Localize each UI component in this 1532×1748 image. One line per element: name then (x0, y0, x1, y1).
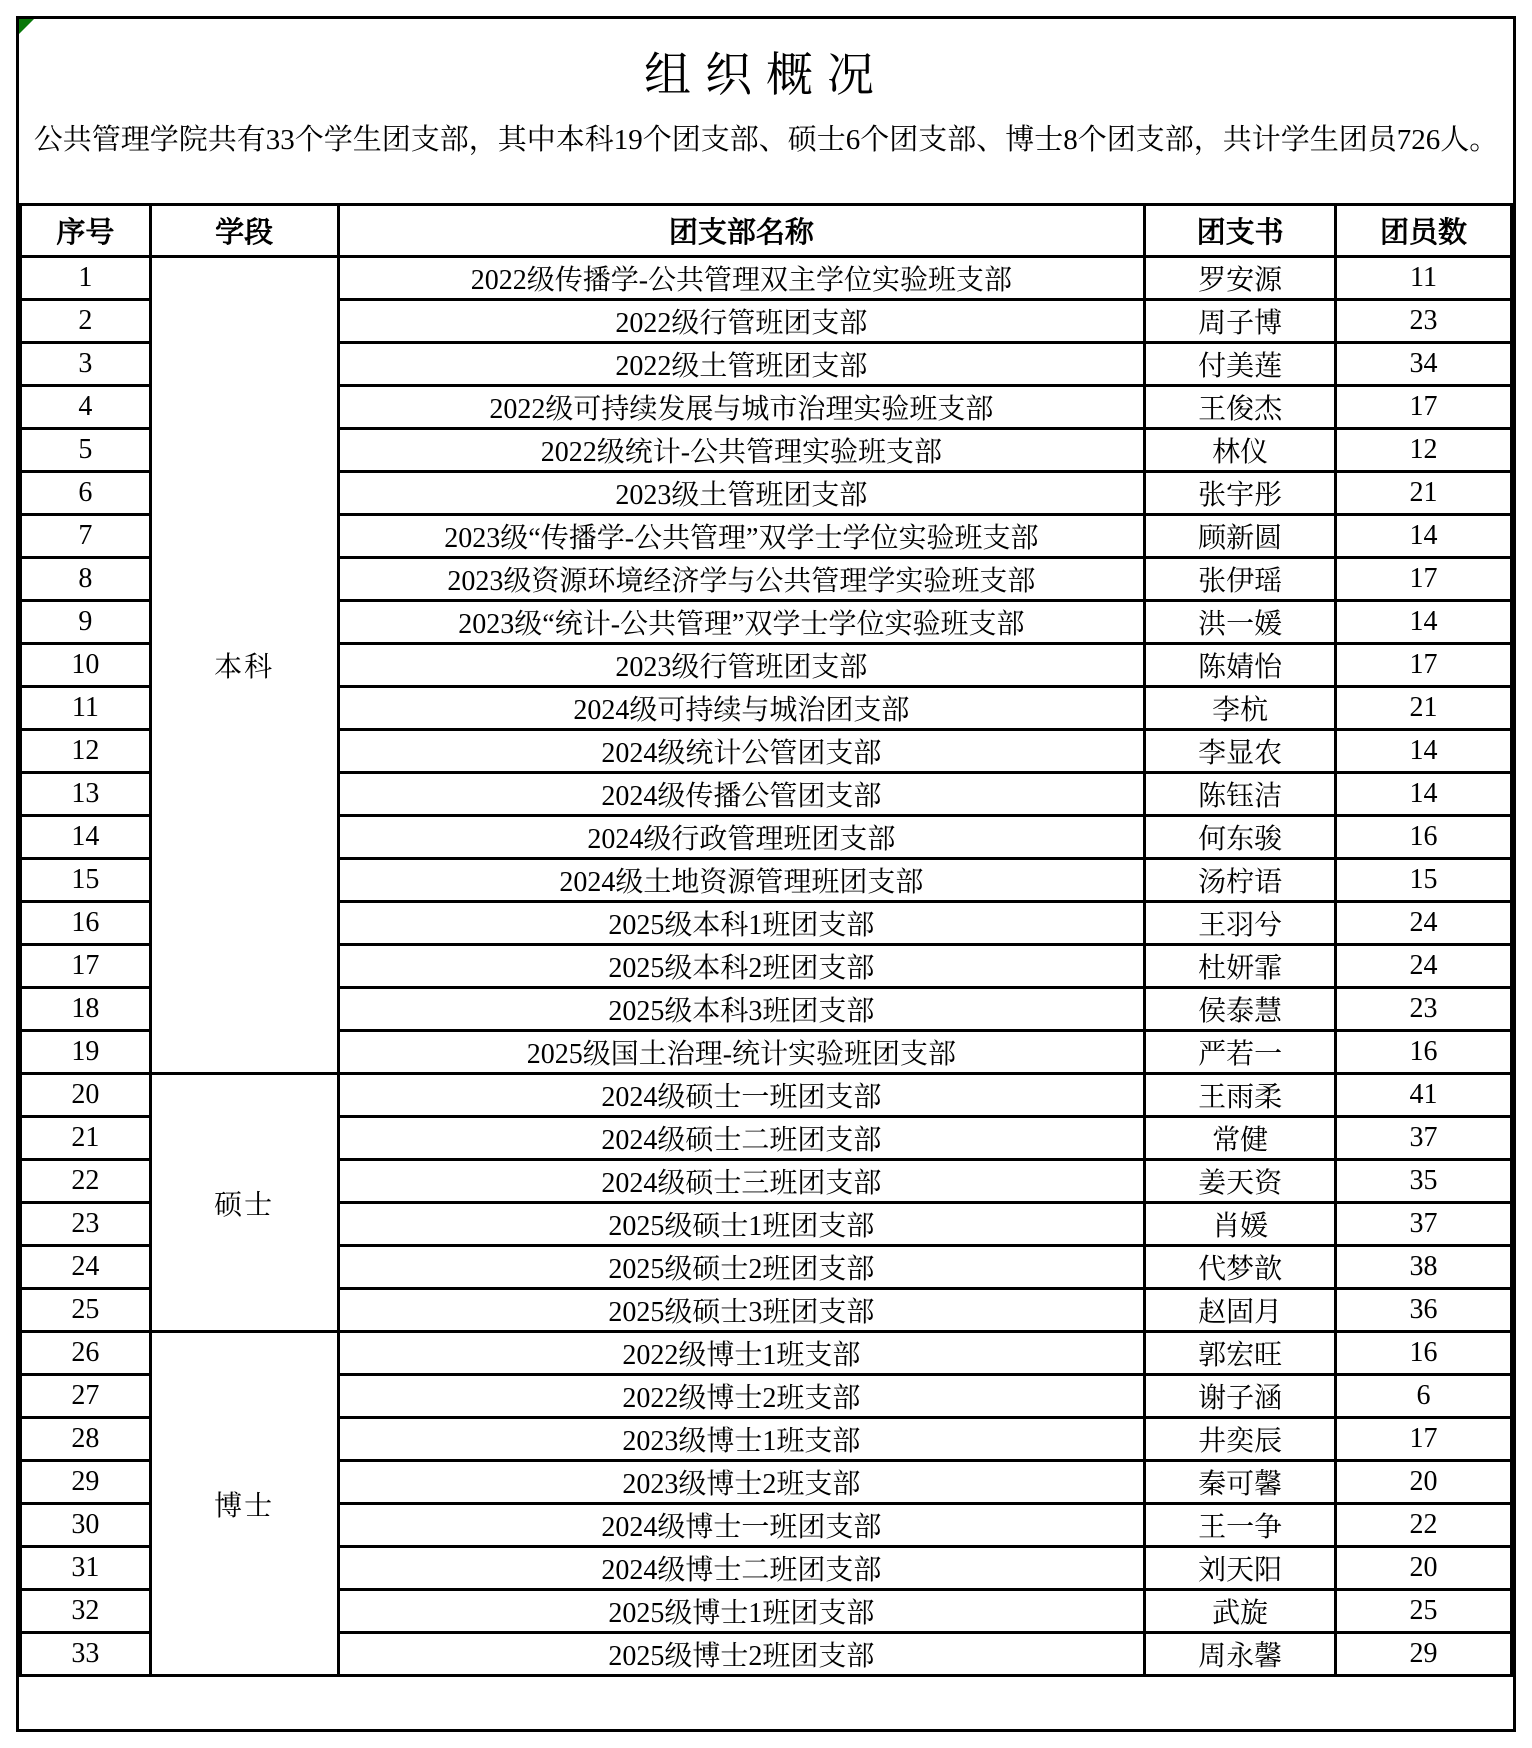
secretary-cell: 王俊杰 (1145, 386, 1336, 429)
member-count-cell: 15 (1336, 859, 1512, 902)
header-团支书: 团支书 (1145, 205, 1336, 257)
branch-name-cell: 2024级行政管理班团支部 (338, 816, 1145, 859)
member-count-cell: 36 (1336, 1289, 1512, 1332)
row-number-cell: 6 (21, 472, 151, 515)
branch-name-cell: 2022级博士2班支部 (338, 1375, 1145, 1418)
secretary-cell: 严若一 (1145, 1031, 1336, 1074)
branch-name-cell: 2022级行管班团支部 (338, 300, 1145, 343)
member-count-cell: 38 (1336, 1246, 1512, 1289)
secretary-cell: 杜妍霏 (1145, 945, 1336, 988)
level-cell: 本科 (150, 257, 338, 1074)
branch-name-cell: 2025级硕士3班团支部 (338, 1289, 1145, 1332)
row-number-cell: 19 (21, 1031, 151, 1074)
secretary-cell: 洪一媛 (1145, 601, 1336, 644)
row-number-cell: 14 (21, 816, 151, 859)
branch-name-cell: 2025级本科2班团支部 (338, 945, 1145, 988)
member-count-cell: 21 (1336, 472, 1512, 515)
member-count-cell: 37 (1336, 1203, 1512, 1246)
row-number-cell: 21 (21, 1117, 151, 1160)
row-number-cell: 31 (21, 1547, 151, 1590)
branch-name-cell: 2025级国土治理-统计实验班团支部 (338, 1031, 1145, 1074)
member-count-cell: 14 (1336, 730, 1512, 773)
header-团支部名称: 团支部名称 (338, 205, 1145, 257)
branch-name-cell: 2024级土地资源管理班团支部 (338, 859, 1145, 902)
member-count-cell: 24 (1336, 945, 1512, 988)
secretary-cell: 侯泰慧 (1145, 988, 1336, 1031)
row-number-cell: 5 (21, 429, 151, 472)
header-序号: 序号 (21, 205, 151, 257)
member-count-cell: 34 (1336, 343, 1512, 386)
branch-name-cell: 2024级统计公管团支部 (338, 730, 1145, 773)
document-page (16, 16, 1516, 1732)
secretary-cell: 顾新圆 (1145, 515, 1336, 558)
row-number-cell: 33 (21, 1633, 151, 1676)
branch-name-cell: 2022级传播学-公共管理双主学位实验班支部 (338, 257, 1145, 300)
row-number-cell: 22 (21, 1160, 151, 1203)
branch-name-cell: 2023级土管班团支部 (338, 472, 1145, 515)
row-number-cell: 13 (21, 773, 151, 816)
secretary-cell: 王一争 (1145, 1504, 1336, 1547)
secretary-cell: 肖媛 (1145, 1203, 1336, 1246)
level-cell: 硕士 (150, 1074, 338, 1332)
branch-name-cell: 2022级统计-公共管理实验班支部 (338, 429, 1145, 472)
secretary-cell: 秦可馨 (1145, 1461, 1336, 1504)
row-number-cell: 3 (21, 343, 151, 386)
member-count-cell: 24 (1336, 902, 1512, 945)
branch-name-cell: 2025级博士1班团支部 (338, 1590, 1145, 1633)
member-count-cell: 17 (1336, 558, 1512, 601)
header-团员数: 团员数 (1336, 205, 1512, 257)
member-count-cell: 41 (1336, 1074, 1512, 1117)
member-count-cell: 6 (1336, 1375, 1512, 1418)
org-overview-table (19, 203, 1513, 1677)
row-number-cell: 17 (21, 945, 151, 988)
row-number-cell: 25 (21, 1289, 151, 1332)
row-number-cell: 27 (21, 1375, 151, 1418)
secretary-cell: 王雨柔 (1145, 1074, 1336, 1117)
secretary-cell: 何东骏 (1145, 816, 1336, 859)
member-count-cell: 16 (1336, 816, 1512, 859)
secretary-cell: 赵固月 (1145, 1289, 1336, 1332)
table-row (21, 1332, 1512, 1375)
secretary-cell: 王羽兮 (1145, 902, 1336, 945)
secretary-cell: 井奕辰 (1145, 1418, 1336, 1461)
member-count-cell: 20 (1336, 1461, 1512, 1504)
intro-paragraph: 公共管理学院共有33个学生团支部，其中本科19个团支部、硕士6个团支部、博士8个团支部，共计学生团员726人。 (33, 124, 1499, 156)
branch-name-cell: 2022级博士1班支部 (338, 1332, 1145, 1375)
member-count-cell: 17 (1336, 644, 1512, 687)
branch-name-cell: 2022级土管班团支部 (338, 343, 1145, 386)
row-number-cell: 10 (21, 644, 151, 687)
table-body (21, 257, 1512, 1676)
member-count-cell: 14 (1336, 515, 1512, 558)
branch-name-cell: 2024级博士一班团支部 (338, 1504, 1145, 1547)
secretary-cell: 林仪 (1145, 429, 1336, 472)
secretary-cell: 姜天资 (1145, 1160, 1336, 1203)
page-title: 组织概况 (644, 50, 888, 102)
level-cell: 博士 (150, 1332, 338, 1676)
branch-name-cell: 2025级本科3班团支部 (338, 988, 1145, 1031)
secretary-cell: 常健 (1145, 1117, 1336, 1160)
secretary-cell: 陈钰洁 (1145, 773, 1336, 816)
secretary-cell: 周子博 (1145, 300, 1336, 343)
row-number-cell: 15 (21, 859, 151, 902)
member-count-cell: 21 (1336, 687, 1512, 730)
member-count-cell: 14 (1336, 601, 1512, 644)
secretary-cell: 李杭 (1145, 687, 1336, 730)
branch-name-cell: 2024级传播公管团支部 (338, 773, 1145, 816)
member-count-cell: 16 (1336, 1332, 1512, 1375)
branch-name-cell: 2025级硕士2班团支部 (338, 1246, 1145, 1289)
row-number-cell: 8 (21, 558, 151, 601)
member-count-cell: 25 (1336, 1590, 1512, 1633)
member-count-cell: 20 (1336, 1547, 1512, 1590)
branch-name-cell: 2024级博士二班团支部 (338, 1547, 1145, 1590)
secretary-cell: 付美莲 (1145, 343, 1336, 386)
header-学段: 学段 (150, 205, 338, 257)
table-header (21, 205, 1512, 257)
row-number-cell: 24 (21, 1246, 151, 1289)
branch-name-cell: 2025级硕士1班团支部 (338, 1203, 1145, 1246)
row-number-cell: 29 (21, 1461, 151, 1504)
branch-name-cell: 2023级“传播学-公共管理”双学士学位实验班支部 (338, 515, 1145, 558)
table-row (21, 1074, 1512, 1117)
branch-name-cell: 2023级“统计-公共管理”双学士学位实验班支部 (338, 601, 1145, 644)
branch-name-cell: 2023级博士2班支部 (338, 1461, 1145, 1504)
secretary-cell: 郭宏旺 (1145, 1332, 1336, 1375)
secretary-cell: 周永馨 (1145, 1633, 1336, 1676)
branch-name-cell: 2022级可持续发展与城市治理实验班支部 (338, 386, 1145, 429)
table-row (21, 257, 1512, 300)
branch-name-cell: 2025级博士2班团支部 (338, 1633, 1145, 1676)
branch-name-cell: 2023级博士1班支部 (338, 1418, 1145, 1461)
branch-name-cell: 2025级本科1班团支部 (338, 902, 1145, 945)
member-count-cell: 16 (1336, 1031, 1512, 1074)
row-number-cell: 28 (21, 1418, 151, 1461)
member-count-cell: 23 (1336, 300, 1512, 343)
row-number-cell: 16 (21, 902, 151, 945)
row-number-cell: 9 (21, 601, 151, 644)
row-number-cell: 20 (21, 1074, 151, 1117)
member-count-cell: 17 (1336, 1418, 1512, 1461)
branch-name-cell: 2024级硕士一班团支部 (338, 1074, 1145, 1117)
member-count-cell: 22 (1336, 1504, 1512, 1547)
member-count-cell: 14 (1336, 773, 1512, 816)
row-number-cell: 18 (21, 988, 151, 1031)
row-number-cell: 30 (21, 1504, 151, 1547)
corner-marker-icon (19, 19, 34, 34)
row-number-cell: 32 (21, 1590, 151, 1633)
row-number-cell: 7 (21, 515, 151, 558)
row-number-cell: 4 (21, 386, 151, 429)
secretary-cell: 刘天阳 (1145, 1547, 1336, 1590)
secretary-cell: 汤柠语 (1145, 859, 1336, 902)
branch-name-cell: 2024级硕士二班团支部 (338, 1117, 1145, 1160)
member-count-cell: 35 (1336, 1160, 1512, 1203)
member-count-cell: 23 (1336, 988, 1512, 1031)
member-count-cell: 17 (1336, 386, 1512, 429)
secretary-cell: 张伊瑶 (1145, 558, 1336, 601)
branch-name-cell: 2024级硕士三班团支部 (338, 1160, 1145, 1203)
row-number-cell: 12 (21, 730, 151, 773)
member-count-cell: 37 (1336, 1117, 1512, 1160)
row-number-cell: 11 (21, 687, 151, 730)
member-count-cell: 29 (1336, 1633, 1512, 1676)
secretary-cell: 李显农 (1145, 730, 1336, 773)
member-count-cell: 12 (1336, 429, 1512, 472)
secretary-cell: 罗安源 (1145, 257, 1336, 300)
row-number-cell: 2 (21, 300, 151, 343)
secretary-cell: 陈婧怡 (1145, 644, 1336, 687)
branch-name-cell: 2023级资源环境经济学与公共管理学实验班支部 (338, 558, 1145, 601)
member-count-cell: 11 (1336, 257, 1512, 300)
branch-name-cell: 2024级可持续与城治团支部 (338, 687, 1145, 730)
branch-name-cell: 2023级行管班团支部 (338, 644, 1145, 687)
table-header-row (21, 205, 1512, 257)
row-number-cell: 26 (21, 1332, 151, 1375)
secretary-cell: 武旋 (1145, 1590, 1336, 1633)
secretary-cell: 谢子涵 (1145, 1375, 1336, 1418)
row-number-cell: 1 (21, 257, 151, 300)
secretary-cell: 代梦歆 (1145, 1246, 1336, 1289)
secretary-cell: 张宇彤 (1145, 472, 1336, 515)
row-number-cell: 23 (21, 1203, 151, 1246)
